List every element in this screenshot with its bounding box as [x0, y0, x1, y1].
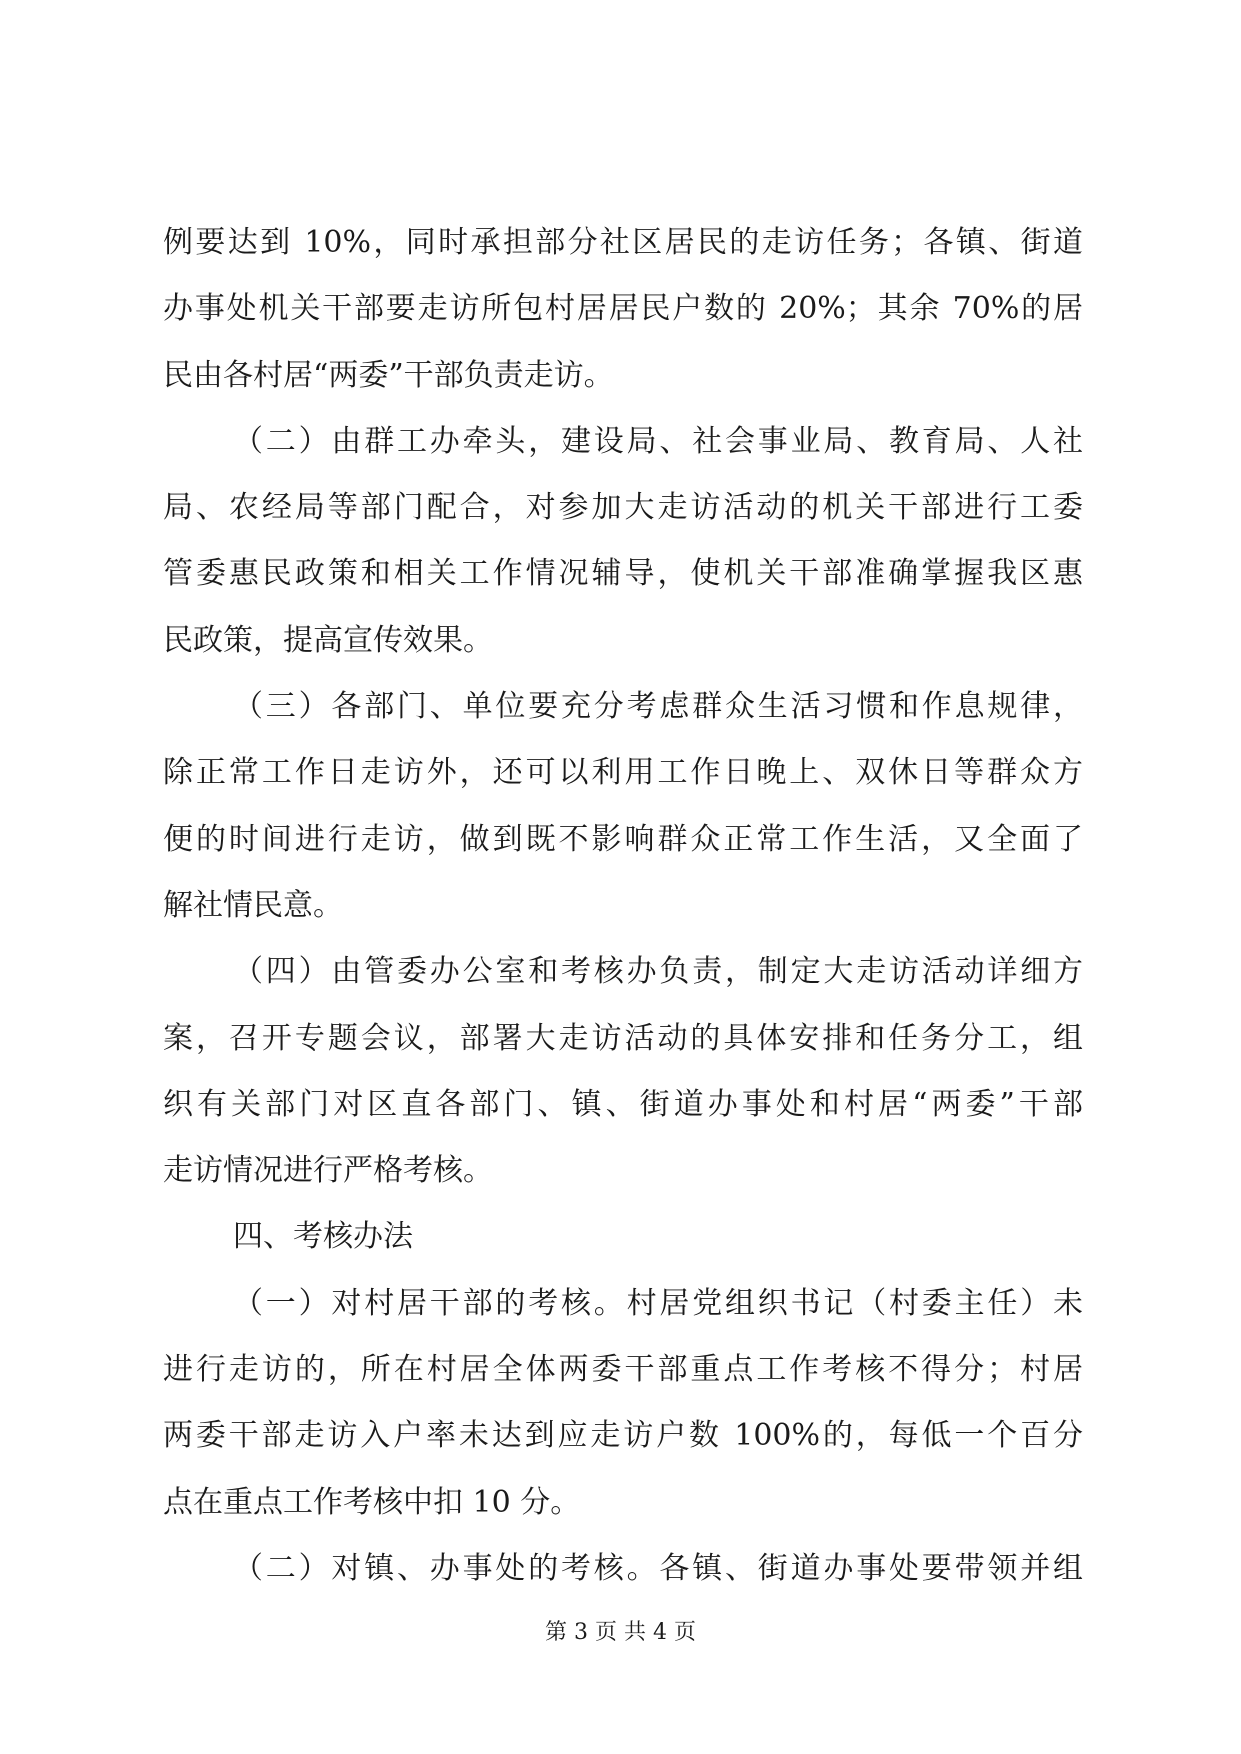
section-heading: 四、考核办法 — [233, 1219, 413, 1255]
body-line: 例要达到 10%，同时承担部分社区居民的走访任务；各镇、街道 — [163, 225, 1083, 260]
body-line: 民由各村居“两委”干部负责走访。 — [163, 357, 614, 393]
body-line: 办事处机关干部要走访所包村居居民户数的 20%；其余 70%的居 — [163, 291, 1083, 327]
page-number-footer: 第 3 页 共 4 页 — [545, 1620, 696, 1645]
body-line: 进行走访的，所在村居全体两委干部重点工作考核不得分；村居 — [163, 1352, 1083, 1388]
body-line: 两委干部走访入户率未达到应走访户数 100%的，每低一个百分 — [163, 1418, 1083, 1454]
paragraph-start-line: （四）由管委办公室和考核办负责，制定大走访活动详细方 — [233, 954, 1083, 990]
body-line: 点在重点工作考核中扣 10 分。 — [163, 1484, 581, 1520]
paragraph-start-line: （二）对镇、办事处的考核。各镇、街道办事处要带领并组 — [233, 1550, 1083, 1586]
paragraph-start-line: （一）对村居干部的考核。村居党组织书记（村委主任）未 — [233, 1285, 1083, 1321]
paragraph-start-line: （三）各部门、单位要充分考虑群众生活习惯和作息规律， — [233, 689, 1083, 725]
body-line: 案，召开专题会议，部署大走访活动的具体安排和任务分工，组 — [163, 1020, 1083, 1056]
paragraph-start-line: （二）由群工办牵头，建设局、社会事业局、教育局、人社 — [233, 423, 1083, 459]
body-line: 民政策，提高宣传效果。 — [163, 622, 493, 658]
body-line: 走访情况进行严格考核。 — [163, 1153, 493, 1189]
document-body — [163, 225, 1083, 1620]
body-line: 织有关部门对区直各部门、镇、街道办事处和村居“两委”干部 — [163, 1086, 1083, 1122]
body-line: 局、农经局等部门配合，对参加大走访活动的机关干部进行工委 — [163, 490, 1083, 526]
body-line: 解社情民意。 — [163, 887, 343, 923]
body-line: 便的时间进行走访，做到既不影响群众正常工作生活，又全面了 — [163, 821, 1083, 857]
body-line: 管委惠民政策和相关工作情况辅导，使机关干部准确掌握我区惠 — [163, 556, 1083, 592]
body-line: 除正常工作日走访外，还可以利用工作日晚上、双休日等群众方 — [163, 755, 1083, 791]
